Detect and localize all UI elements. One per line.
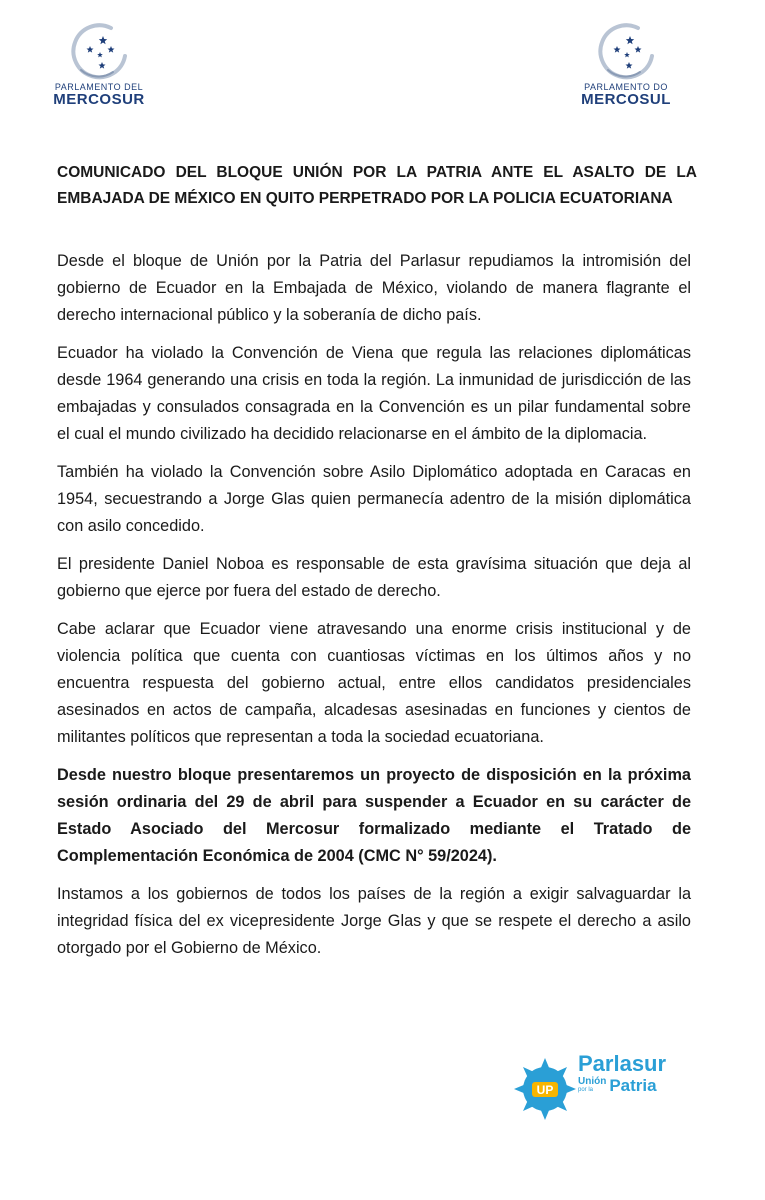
paragraph-bold: Desde nuestro bloque presentaremos un proyecto de disposición en la próxima sesión ordinaria del 29 de abril para suspender a Ecuador en su carácter de Estado Asociado del Mercosur formalizado mediante el Tratado de Complementación Económica de 2004 (CMC N° 59/2024).: [57, 766, 691, 865]
logo-parlasur-union-por-la-patria: [512, 1052, 672, 1126]
brand-por-la: por la: [578, 1087, 594, 1093]
paragraph: Cabe aclarar que Ecuador viene atravesando una enorme crisis institucional y de violencia política que cuenta con cuantiosas víctimas en los últimos años y no encuentra respuesta del gobierno actual, entre ellos candidatos presidenciales asesinados en actos de campaña, alcadesas asesinadas en funciones y cientos de militantes políticos que representan a toda la sociedad ecuatoriana.: [57, 620, 691, 746]
logo-subtitle: PARLAMENTO DO: [584, 82, 668, 92]
document-title: COMUNICADO DEL BLOQUE UNIÓN POR LA PATRIA ANTE EL ASALTO DE LA EMBAJADA DE MÉXICO EN QUITO PERPETRADO POR LA POLICIA ECUATORIANA: [57, 164, 697, 207]
logo-title: MERCOSUL: [581, 91, 671, 108]
brand-union: Unión: [578, 1076, 607, 1087]
sun-badge-icon: [512, 1056, 578, 1122]
logo-title: MERCOSUR: [53, 91, 145, 108]
paragraph: También ha violado la Convención sobre Asilo Diplomático adoptada en Caracas en 1954, secuestrando a Jorge Glas quien permanecía adentro de la misión diplomática con asilo concedido.: [57, 463, 691, 535]
brand-name: Parlasur: [578, 1051, 667, 1076]
mercosur-stars-icon: [67, 22, 131, 80]
paragraph: El presidente Daniel Noboa es responsable de esta gravísima situación que deja al gobierno que ejerce por fuera del estado de derecho.: [57, 555, 691, 600]
document-body: [57, 248, 691, 973]
logo-parlamento-del-mercosur: [44, 22, 154, 107]
badge-text: UP: [536, 1083, 554, 1097]
mercosur-stars-icon: [594, 22, 658, 80]
brand-patria: Patria: [609, 1076, 657, 1095]
paragraph: Ecuador ha violado la Convención de Viena que regula las relaciones diplomáticas desde 1964 generando una crisis en toda la región. La inmunidad de jurisdicción de las embajadas y consulados consagrada en la Convención es un pilar fundamental sobre el cual el mundo civilizado ha decidido relacionarse en el ámbito de la diplomacia.: [57, 344, 691, 443]
logo-subtitle: PARLAMENTO DEL: [54, 82, 144, 92]
paragraph: Desde el bloque de Unión por la Patria del Parlasur repudiamos la intromisión del gobierno de Ecuador en la Embajada de México, violando de manera flagrante el derecho internacional público y la soberanía de dicho país.: [57, 252, 691, 324]
paragraph: Instamos a los gobiernos de todos los países de la región a exigir salvaguardar la integridad física del ex vicepresidente Jorge Glas y que se respete el derecho a asilo otorgado por el Gobierno de México.: [57, 885, 691, 957]
logo-parlamento-do-mercosul: [571, 22, 681, 107]
